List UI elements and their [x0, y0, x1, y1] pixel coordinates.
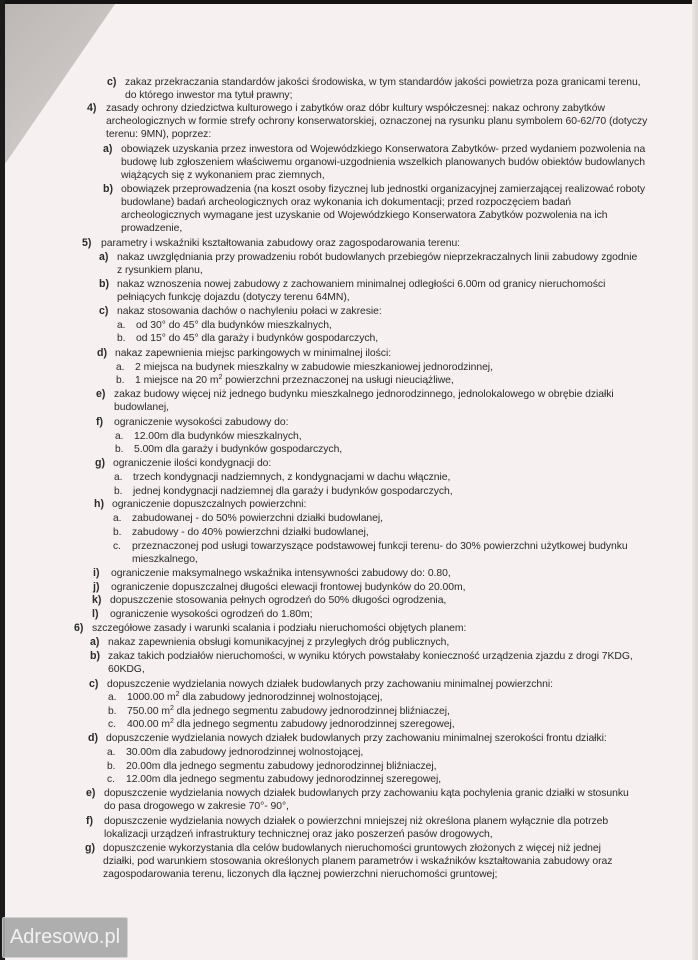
list-marker: c.: [107, 774, 115, 785]
list-marker: a.: [108, 692, 117, 703]
document-text-line: ograniczenie dopuszczalnych powierzchni:: [112, 499, 307, 510]
document-text-line: 2 miejsca na budynek mieszkalny w zabudowie mieszkaniowej jednorodzinnej,: [135, 362, 493, 373]
document-text-line: dopuszczenie wykorzystania dla celów budowlanych nieruchomości gruntowych złożonych z więcej niż jednej: [103, 843, 601, 854]
list-marker: b): [103, 183, 113, 195]
document-text-line: zakaz budowy więcej niż jednego budynku mieszkalnego jednorodzinnego, jednolokalowego w obrębie działki: [114, 389, 614, 400]
list-marker: 6): [74, 622, 84, 634]
document-text-line: zagospodarowania terenu, liczonych dla łącznej powierzchni nieruchomości gruntowej;: [103, 869, 498, 880]
list-marker: g): [95, 457, 105, 469]
document-text-line: pełniących funkcję dojazdu (dotyczy terenu 64MN),: [117, 292, 350, 303]
document-text-line: nakaz zapewnienia miejsc parkingowych w minimalnej ilości:: [115, 348, 392, 359]
document-text-line: szczegółowe zasady i warunki scalania i podziału nieruchomości objętych planem:: [92, 623, 467, 634]
list-marker: h): [94, 498, 104, 510]
watermark-logo: Adresowo.pl: [2, 917, 128, 958]
list-marker: a.: [117, 320, 126, 331]
list-marker: b.: [107, 761, 116, 772]
document-text-line: 5.00m dla garaży i budynków gospodarczych,: [134, 444, 343, 455]
document-text-line: archeologicznych wymagane jest uzyskanie od Wojewódzkiego Konserwatora Zabytków pozwolenia na ich: [121, 210, 608, 221]
list-marker: f): [96, 416, 104, 428]
document-text-line: nakaz zapewnienia obsługi komunikacyjnej z przyległych dróg publicznych,: [108, 637, 450, 648]
document-text-line: 1000.00 $m^2$ dla zabudowy jednorodzinnej wolnostojącej,: [127, 691, 383, 703]
document-text-line: przeznaczonej pod usługi towarzyszące podstawowej funkcji terenu- do 30% powierzchni użytkowej budynku: [132, 541, 628, 552]
document-text-line: ograniczenie wysokości zabudowy do:: [114, 417, 289, 428]
document-text-line: dopuszczenie wydzielania nowych działek budowlanych przy zachowaniu minimalnej powierzchni:: [107, 679, 553, 690]
list-marker: l): [92, 608, 99, 620]
document-text-line: 60KDG,: [108, 664, 145, 675]
list-marker: a): [90, 636, 100, 648]
document-text-line: ograniczenie ilości kondygnacji do:: [113, 458, 272, 469]
document-text-line: 750.00 $m^2$ dla jednego segmentu zabudowy jednorodzinnej bliźniaczej,: [127, 705, 450, 717]
list-marker: b): [90, 650, 100, 662]
list-marker: c.: [108, 719, 116, 730]
list-marker: g): [85, 842, 95, 854]
document-text-line: z rysunkiem planu,: [117, 265, 203, 276]
list-marker: a): [99, 251, 109, 263]
document-text-line: nakaz uwzględniania przy prowadzeniu robót budowlanych przebiegów nieprzekraczalnych linii zabudowy zgodnie: [117, 252, 638, 263]
list-marker: b.: [115, 444, 124, 455]
document-text-line: prowadzenie,: [121, 223, 183, 234]
document-text-line: budowę lub zgłoszeniem właściwemu organowi-uzgodnienia wszelkich planowanych budów obiektów budowlanych: [121, 157, 645, 168]
list-marker: e): [96, 388, 106, 400]
document-text-line: parametry i wskaźniki kształtowania zabudowy oraz zagospodarowania terenu:: [101, 238, 461, 249]
document-text-line: 12.00m dla jednego segmentu zabudowy jednorodzinnej szeregowej,: [126, 774, 442, 785]
document-text-line: wiążących się z wykonaniem prac ziemnych,: [121, 170, 325, 181]
list-marker: b.: [116, 375, 125, 386]
list-marker: c): [107, 76, 117, 88]
document-text-line: zasady ochrony dziedzictwa kulturowego i zabytków oraz dóbr kultury współczesnej: nakaz ochrony zabytków: [106, 103, 605, 114]
document-text-line: 20.00m dla jednego segmentu zabudowy jednorodzinnej bliźniaczej,: [126, 761, 437, 772]
document-text-line: terenu: 9MN), poprzez:: [106, 129, 212, 140]
document-text-line: 30.00m dla zabudowy jednorodzinnej wolnostojącej,: [126, 747, 364, 758]
list-marker: c): [89, 678, 99, 690]
document-text-line: działki, pod warunkiem stosowania określonych planem parametrów i wskaźników kształtowania zabudowy oraz: [103, 856, 613, 867]
list-marker: f): [86, 815, 94, 827]
document-text-line: mieszkalnego,: [132, 554, 198, 565]
document-text-line: od 30° do 45° dla budynków mieszkalnych,: [136, 320, 332, 331]
document-text-line: nakaz stosowania dachów o nachyleniu połaci w zakresie:: [117, 306, 382, 317]
list-marker: a): [103, 143, 113, 155]
document-text-line: dopuszczenie stosowania pełnych ogrodzeń do 50% długości ogrodzenia,: [110, 595, 447, 606]
document-text-line: 12.00m dla budynków mieszkalnych,: [134, 431, 302, 442]
list-marker: b.: [117, 333, 126, 344]
document-text-line: archeologicznych w formie strefy ochrony konserwatorskiej, oznaczonej na rysunku planu symbolem 60-62/70 (dotyczy: [106, 116, 648, 127]
list-marker: j): [93, 581, 100, 593]
document-text-line: ograniczenie dopuszczalnej długości elewacji frontowej budynków do 20.00m,: [111, 582, 466, 593]
list-marker: k): [92, 594, 102, 606]
document-text-line: nakaz wznoszenia nowej zabudowy z zachowaniem minimalnej odległości 6.00m od granicy nieruchomości: [117, 279, 606, 290]
document-text-line: do którego inwestor ma tytuł prawny;: [125, 90, 293, 101]
list-marker: a.: [115, 431, 124, 442]
document-text-line: do pasa drogowego w zakresie 70°- 90°,: [104, 801, 289, 812]
document-text-line: zakaz przekraczania standardów jakości środowiska, w tym standardów jakości powietrza poza granicami terenu,: [125, 77, 641, 88]
document-text-line: dopuszczenie wydzielania nowych działek budowlanych przy zachowaniu minimalnej szerokości frontu działki:: [106, 733, 607, 744]
document-text-line: obowiązek przeprowadzenia (na koszt osoby fizycznej lub jednostki organizacyjnej zamierzającej realizować roboty: [121, 184, 646, 195]
document-text-line: ograniczenie wysokości ogrodzeń do 1.80m;: [110, 609, 313, 620]
document-text-line: ograniczenie maksymalnego wskaźnika intensywności zabudowy do: 0.80,: [111, 568, 451, 579]
document-text-line: od 15° do 45° dla garaży i budynków gospodarczych,: [136, 333, 379, 344]
list-marker: c.: [113, 541, 121, 552]
document-text-line: lokalizacji urządzeń infrastruktury technicznej oraz jako poszerzeń pasów drogowych,: [104, 829, 493, 840]
list-marker: e): [86, 787, 96, 799]
document-text-line: zakaz takich podziałów nieruchomości, w wyniku których powstałaby konieczność urządzenia zjazdu z drogi 7KDG,: [108, 651, 633, 662]
document-text-line: 400.00 $m^2$ dla jednego segmentu zabudowy jednorodzinnej szeregowej,: [127, 718, 455, 730]
document-text-line: budowlane) badań archeologicznych oraz wykonania ich dokumentacji; przed rozpoczęciem badań: [121, 197, 572, 208]
list-marker: b.: [114, 486, 123, 497]
document-text-line: dopuszczenie wydzielania nowych działek o powierzchni mniejszej niż określona planem wyłącznie dla potrzeb: [104, 816, 609, 827]
document-text-line: zabudowanej - do 50% powierzchni działki budowlanej,: [132, 513, 383, 524]
document-text-line: obowiązek uzyskania przez inwestora od Wojewódzkiego Konserwatora Zabytków- przed wydaniem pozwolenia na: [121, 144, 646, 155]
document-text-line: trzech kondygnacji nadziemnych, z kondygnacjami w dachu włącznie,: [133, 472, 451, 483]
document-text-line: dopuszczenie wydzielania nowych działek budowlanych przy zachowaniu kąta pochylenia granic działki w stosunku: [104, 788, 629, 799]
list-marker: a.: [116, 362, 125, 373]
list-marker: c): [99, 305, 109, 317]
list-marker: 5): [82, 237, 92, 249]
document-text-line: budowlanej,: [114, 402, 169, 413]
list-marker: b.: [113, 527, 122, 538]
list-marker: b): [99, 278, 109, 290]
list-marker: 4): [87, 102, 97, 114]
list-marker: i): [93, 567, 100, 579]
list-marker: b.: [108, 706, 117, 717]
list-marker: a.: [107, 747, 116, 758]
list-marker: d): [88, 732, 98, 744]
document-text-line: zabudowy - do 40% powierzchni działki budowlanej,: [132, 527, 369, 538]
document-text-line: 1 miejsce na 20 $m^2$ powierzchni przeznaczonej na usługi nieuciążliwe,: [135, 374, 454, 386]
document-text-line: jednej kondygnacji nadziemnej dla garaży i budynków gospodarczych,: [133, 486, 453, 497]
list-marker: a.: [114, 472, 123, 483]
list-marker: d): [97, 347, 107, 359]
list-marker: a.: [113, 513, 122, 524]
